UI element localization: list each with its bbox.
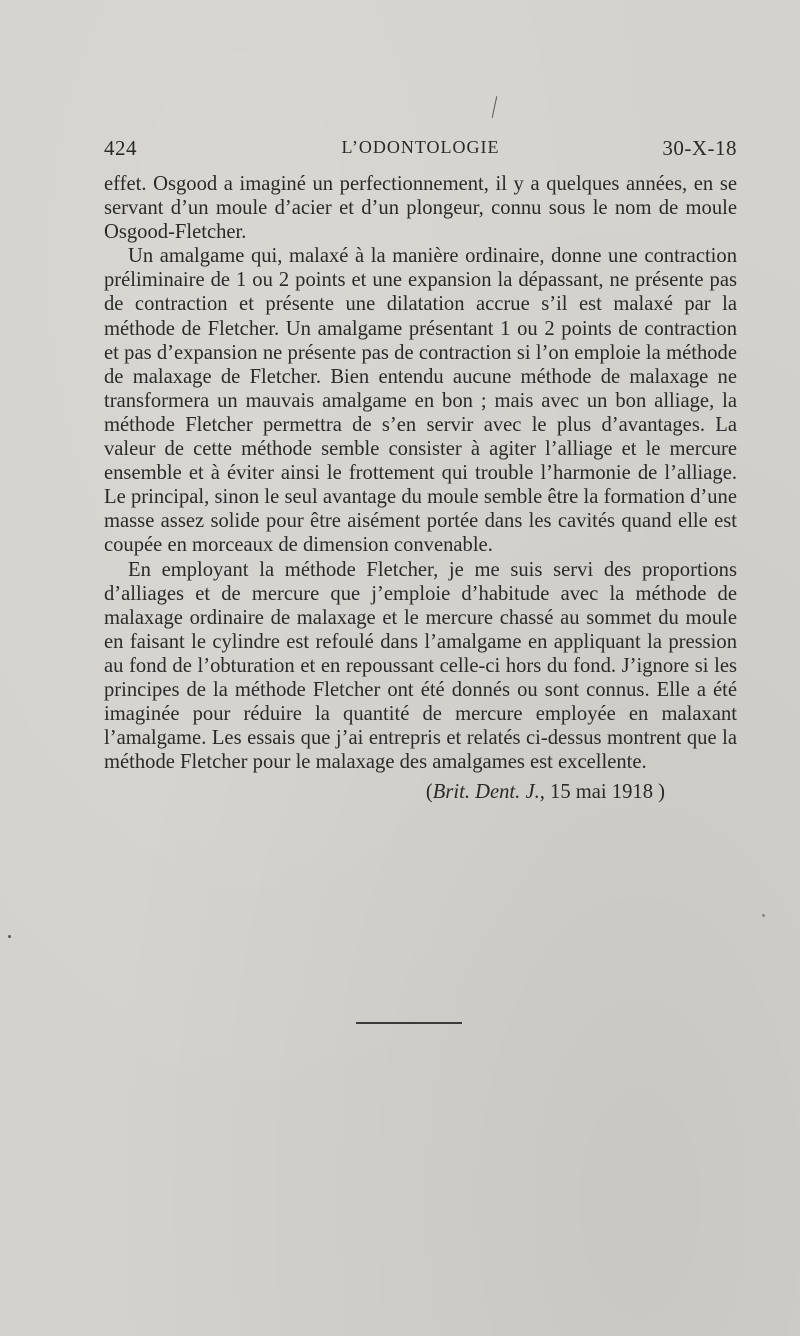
issue-date: 30-X-18 xyxy=(662,136,737,160)
citation-date: , 15 mai 1918 ) xyxy=(539,781,665,804)
page-number: 424 xyxy=(104,136,137,160)
scan-speck-mark xyxy=(492,96,498,118)
paragraph-fletcher: En employant la méthode Fletcher, je me suis servi des proportions d’alliages et de mercure que j’emploie d’habitude avec la méthode de malaxage ordinaire de malaxage et le mercure chassé au sommet du moule en faisant le cylindre est refoulé dans l’amalgame en appliquant la pression au fond de l’obturation et en repoussant celle-ci hors du fond. J’ignore si les principes de la méthode Fletcher ont été donnés ou sont connus. Elle a été imaginée pour réduire la quantité de mercure employée en malaxant l’amalgame. Les essais que j’ai entrepris et relatés ci-dessus montrent que la méthode Fletcher pour le malaxage des amalgames est excellente. xyxy=(104,558,737,774)
journal-title: L’ODONTOLOGIE xyxy=(341,137,500,157)
paragraph-amalgame: Un amalgame qui, malaxé à la manière ordinaire, donne une contraction préliminaire de 1 ou 2 points et une expansion la dépassant, ne présente pas de contraction et présente une dilatation accrue s’il est malaxé par la méthode de Fletcher. Un amalgame présentant 1 ou 2 points de contraction et pas d’expansion ne présente pas de contraction si l’on emploie la méthode de malaxage de Fletcher. Bien entendu aucune méthode de malaxage ne transformera un mauvais amalgame en bon ; mais avec un bon alliage, la méthode Fletcher permettra de s’en servir avec le plus d’avantages. La valeur de cette méthode semble consister à agiter l’alliage et le mercure ensemble et à éviter ainsi le frottement qui trouble l’harmonie de l’alliage. Le principal, sinon le seul avantage du moule semble être la formation d’une masse assez solide pour être aisément portée dans les cavités quand elle est coupée en morceaux de dimension convenable. xyxy=(104,245,737,557)
article-body xyxy=(104,172,737,804)
citation xyxy=(104,780,737,804)
paragraph-continuation: effet. Osgood a imaginé un perfectionnement, il y a quelques années, en se servant d’un moule d’acier et d’un plongeur, connu sous le nom de moule Osgood-Fletcher. xyxy=(104,173,737,244)
scan-speck-dot xyxy=(8,935,11,938)
running-head xyxy=(104,136,737,162)
citation-open: ( xyxy=(425,781,433,804)
end-rule-divider xyxy=(356,1022,462,1024)
citation-source: Brit. Dent. J. xyxy=(432,781,540,804)
scan-speck-dot xyxy=(762,914,765,917)
